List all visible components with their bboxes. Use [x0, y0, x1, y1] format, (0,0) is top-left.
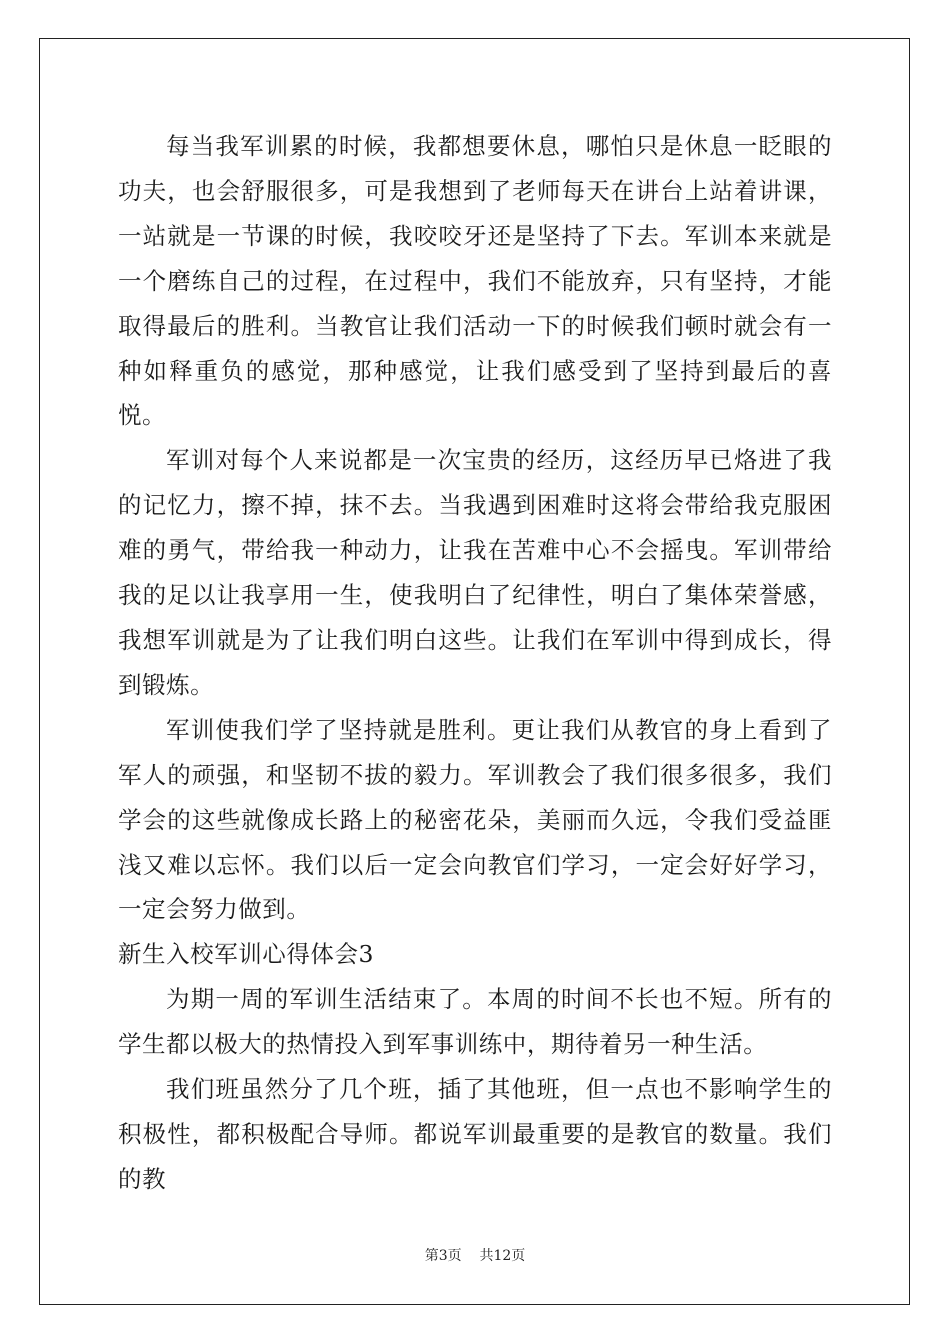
page-total: 共12页 [479, 1248, 526, 1264]
page-footer [0, 1245, 950, 1265]
section-heading: 新生入校军训心得体会3 [118, 940, 375, 969]
page-number: 第3页 [424, 1248, 462, 1264]
paragraph-5: 我们班虽然分了几个班，插了其他班，但一点也不影响学生的积极性，都积极配合导师。都说军训最重要的是教官的数量。我们的教 [118, 1075, 832, 1193]
paragraph-3: 军训使我们学了坚持就是胜利。更让我们从教官的身上看到了军人的顽强，和坚韧不拔的毅力。军训教会了我们很多很多，我们学会的这些就像成长路上的秘密花朵，美丽而久远，令我们受益匪浅又难以忘怀。我们以后一定会向教官们学习，一定会好好学习，一定会努力做到。 [118, 715, 832, 924]
paragraph-4: 为期一周的军训生活结束了。本周的时间不长也不短。所有的学生都以极大的热情投入到军事训练中，期待着另一种生活。 [118, 985, 832, 1059]
document-body [118, 124, 832, 1202]
paragraph-2: 军训对每个人来说都是一次宝贵的经历，这经历早已烙进了我的记忆力，擦不掉，抹不去。当我遇到困难时这将会带给我克服困难的勇气，带给我一种动力，让我在苦难中心不会摇曳。军训带给我的足以让我享用一生，使我明白了纪律性，明白了集体荣誉感，我想军训就是为了让我们明白这些。让我们在军训中得到成长，得到锻炼。 [118, 446, 832, 699]
paragraph-1: 每当我军训累的时候，我都想要休息，哪怕只是休息一眨眼的功夫，也会舒服很多，可是我想到了老师每天在讲台上站着讲课，一站就是一节课的时候，我咬咬牙还是坚持了下去。军训本来就是一个磨练自己的过程，在过程中，我们不能放弃，只有坚持，才能取得最后的胜利。当教官让我们活动一下的时候我们顿时就会有一种如释重负的感觉，那种感觉，让我们感受到了坚持到最后的喜悦。 [118, 132, 832, 430]
